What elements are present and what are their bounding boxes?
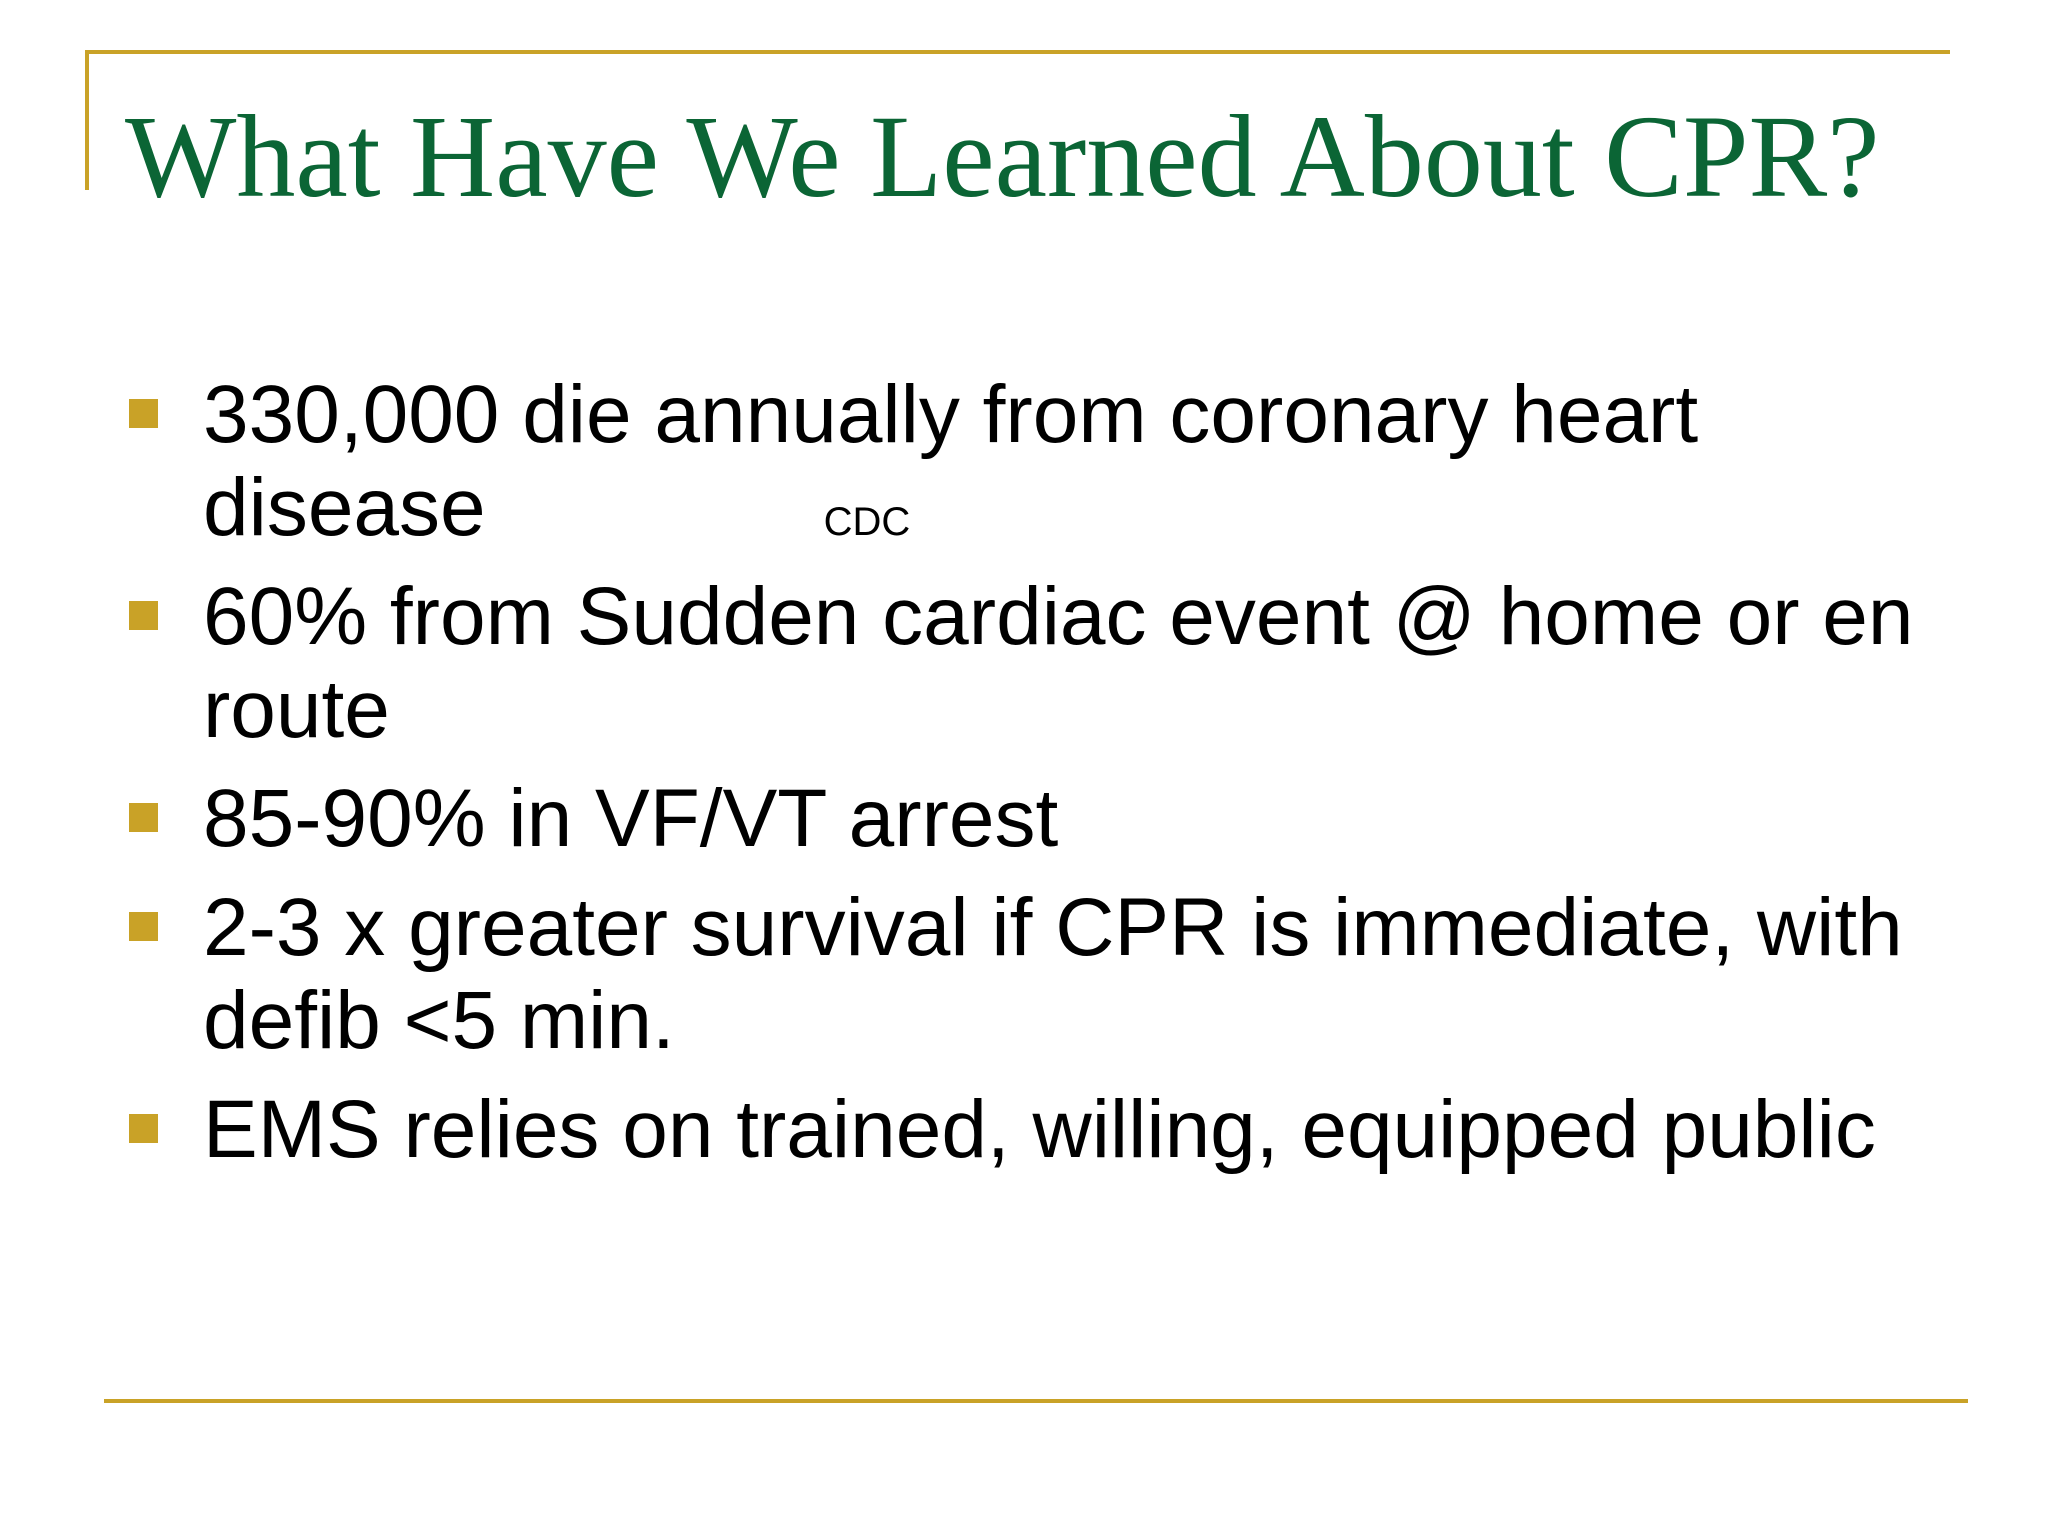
- bullet-text: 85-90% in VF/VT arrest: [203, 773, 1059, 864]
- bullet-text: 330,000 die annually from coronary heart disease: [203, 369, 1699, 553]
- bullet-list: [125, 368, 1925, 1192]
- slide-title: What Have We Learned About CPR?: [125, 91, 1880, 222]
- bottom-divider: [104, 1399, 1968, 1403]
- bullet-item-vf-vt: [125, 772, 1925, 865]
- square-bullet-icon: [129, 912, 158, 941]
- bullet-item-coronary-deaths: [125, 368, 1925, 554]
- left-accent-bar: [85, 50, 89, 190]
- top-divider: [85, 50, 1950, 54]
- bullet-text: 2-3 x greater survival if CPR is immediate, with defib <5 min.: [203, 882, 1903, 1066]
- bullet-text: 60% from Sudden cardiac event @ home or en route: [203, 571, 1914, 755]
- square-bullet-icon: [129, 399, 158, 428]
- square-bullet-icon: [129, 803, 158, 832]
- bullet-item-ems: [125, 1083, 1925, 1176]
- bullet-item-sudden-cardiac: [125, 570, 1925, 756]
- bullet-item-survival: [125, 881, 1925, 1067]
- square-bullet-icon: [129, 1114, 158, 1143]
- citation-label: CDC: [823, 500, 911, 544]
- bullet-text: EMS relies on trained, willing, equipped public: [203, 1084, 1876, 1175]
- square-bullet-icon: [129, 601, 158, 630]
